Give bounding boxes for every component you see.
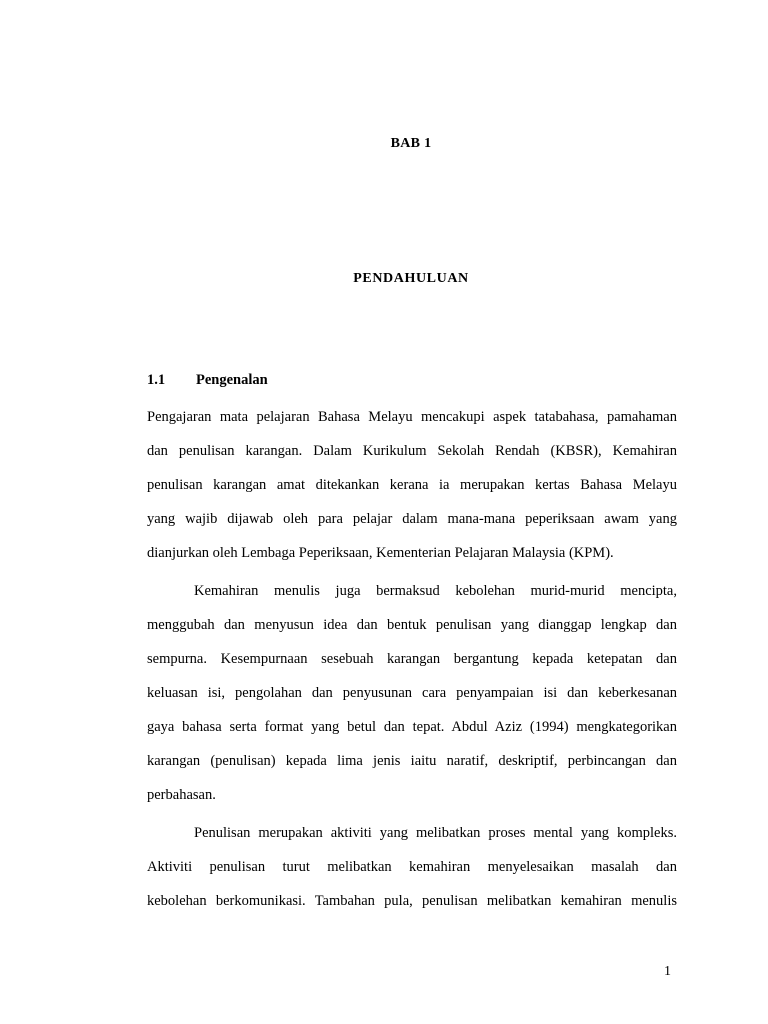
paragraph-line: Pengajaran mata pelajaran Bahasa Melayu mencakupi aspek tatabahasa, pamahaman	[147, 409, 677, 425]
paragraph-line: perbahasan.	[147, 787, 216, 803]
body-text	[147, 400, 677, 918]
chapter-title: PENDAHULUAN	[353, 271, 469, 286]
paragraph-introduction	[147, 400, 677, 570]
section-title: Pengenalan	[196, 372, 268, 388]
paragraph-line: Aktiviti penulisan turut melibatkan kemahiran menyelesaikan masalah dan	[147, 859, 677, 875]
paragraph-line: gaya bahasa serta format yang betul dan tepat. Abdul Aziz (1994) mengkategorikan	[147, 719, 677, 735]
section-heading	[147, 372, 268, 389]
page-number: 1	[664, 964, 671, 979]
paragraph-line: dianjurkan oleh Lembaga Peperiksaan, Kementerian Pelajaran Malaysia (KPM).	[147, 545, 614, 561]
paragraph-line: Penulisan merupakan aktiviti yang melibatkan proses mental yang kompleks.	[194, 825, 677, 841]
paragraph-line: kebolehan berkomunikasi. Tambahan pula, penulisan melibatkan kemahiran menulis	[147, 893, 677, 909]
chapter-label: BAB 1	[390, 136, 432, 151]
paragraph-line: penulisan karangan amat ditekankan kerana ia merupakan kertas Bahasa Melayu	[147, 477, 677, 493]
paragraph-writing-process	[147, 816, 677, 918]
paragraph-line: yang wajib dijawab oleh para pelajar dalam mana-mana peperiksaan awam yang	[147, 511, 677, 527]
paragraph-line: menggubah dan menyusun idea dan bentuk penulisan yang dianggap lengkap dan	[147, 617, 677, 633]
paragraph-line: keluasan isi, pengolahan dan penyusunan cara penyampaian isi dan keberkesanan	[147, 685, 677, 701]
paragraph-writing-skill	[147, 574, 677, 812]
paragraph-line: sempurna. Kesempurnaan sesebuah karangan bergantung kepada ketepatan dan	[147, 651, 677, 667]
section-number: 1.1	[147, 372, 166, 388]
paragraph-line: Kemahiran menulis juga bermaksud kebolehan murid-murid mencipta,	[194, 583, 677, 599]
paragraph-line: dan penulisan karangan. Dalam Kurikulum Sekolah Rendah (KBSR), Kemahiran	[147, 443, 677, 459]
paragraph-line: karangan (penulisan) kepada lima jenis iaitu naratif, deskriptif, perbincangan dan	[147, 753, 677, 769]
